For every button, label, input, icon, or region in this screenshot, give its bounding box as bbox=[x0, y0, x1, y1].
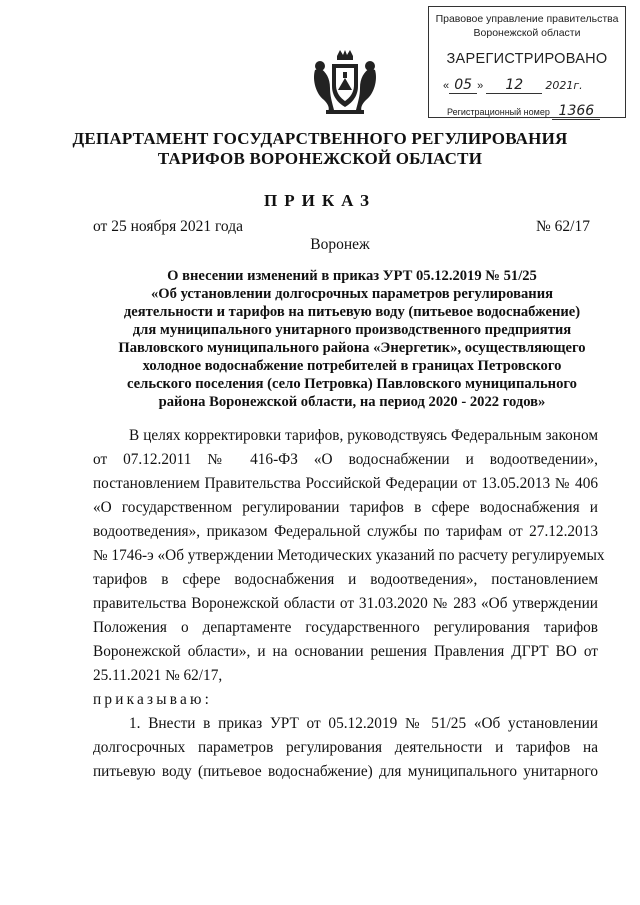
stamp-date-year: 2021г. bbox=[545, 79, 583, 92]
stamp-registered: ЗАРЕГИСТРИРОВАНО bbox=[446, 51, 608, 67]
document-number: № 62/17 bbox=[536, 218, 590, 235]
body-line: 1. Внести в приказ УРТ от 05.12.2019 № 51/25 «Об установлении bbox=[129, 715, 598, 732]
body-line: тарифов в сфере водоснабжения и водоотведения», постановлением bbox=[93, 571, 598, 588]
title-line: района Воронежской области, на период 2020 - 2022 годов» bbox=[158, 394, 546, 410]
title-line: деятельности и тарифов на питьевую воду (питьевое водоснабжение) bbox=[123, 304, 581, 320]
title-line: «Об установлении долгосрочных параметров регулирования bbox=[150, 286, 553, 302]
body-line: от 07.12.2011 № 416-ФЗ «О водоснабжении и водоотведении», bbox=[93, 451, 598, 468]
department-name-line2: ТАРИФОВ ВОРОНЕЖСКОЙ ОБЛАСТИ bbox=[157, 149, 483, 168]
stamp-reg-number-label: Регистрационный номер bbox=[447, 107, 550, 117]
body-line: правительства Воронежской области от 31.03.2020 № 283 «Об утверждении bbox=[93, 595, 598, 612]
title-line: сельского поселения (село Петровка) Павловского муниципального bbox=[127, 376, 577, 392]
stamp-date: « 05 » 12 2021г. bbox=[443, 77, 583, 93]
body-line: Положения о департаменте государственного регулирования тарифов bbox=[93, 619, 598, 636]
document-city: Воронеж bbox=[310, 236, 370, 253]
title-line: О внесении изменений в приказ УРТ 05.12.2019 № 51/25 bbox=[167, 268, 537, 284]
body-line: Воронежской области», и на основании решения Правления ДГРТ ВО от bbox=[93, 643, 598, 660]
body-line: водоотведения», приказом Федеральной службы по тарифам от 27.12.2013 bbox=[93, 523, 598, 540]
coat-of-arms-icon bbox=[310, 50, 380, 116]
body-line: В целях корректировки тарифов, руководствуясь Федеральным законом bbox=[129, 427, 598, 444]
title-line: для муниципального унитарного производственного предприятия bbox=[132, 322, 572, 338]
stamp-org-line1: Правовое управление правительства bbox=[435, 13, 619, 25]
body-line: постановлением Правительства Российской Федерации от 13.05.2013 № 406 bbox=[93, 475, 598, 492]
body-line: 25.11.2021 № 62/17, bbox=[93, 667, 223, 684]
department-name-line1: ДЕПАРТАМЕНТ ГОСУДАРСТВЕННОГО РЕГУЛИРОВАНИЯ bbox=[72, 129, 568, 148]
document-date: от 25 ноября 2021 года bbox=[93, 218, 244, 235]
stamp-reg-number-row bbox=[447, 103, 600, 120]
body-line: долгосрочных параметров регулирования деятельности и тарифов на bbox=[93, 739, 598, 756]
order-word: приказываю: bbox=[93, 691, 213, 708]
body-line: «О государственном регулировании тарифов в сфере водоснабжения и bbox=[93, 499, 598, 516]
stamp-org-line2: Воронежской области bbox=[473, 27, 581, 39]
title-line: холодное водоснабжение потребителей в границах Петровского bbox=[142, 358, 562, 374]
body-line: № 1746-э «Об утверждении Методических указаний по расчету регулируемых bbox=[93, 547, 605, 564]
title-line: Павловского муниципального района «Энергетик», осуществляющего bbox=[118, 340, 586, 356]
body-line: питьевую воду (питьевое водоснабжение) для муниципального унитарного bbox=[93, 763, 598, 780]
registration-stamp bbox=[428, 6, 626, 118]
stamp-reg-number: 1366 bbox=[552, 103, 600, 120]
stamp-date-day: 05 bbox=[449, 77, 477, 94]
stamp-date-month: 12 bbox=[486, 77, 542, 94]
document-type: ПРИКАЗ bbox=[264, 191, 376, 210]
